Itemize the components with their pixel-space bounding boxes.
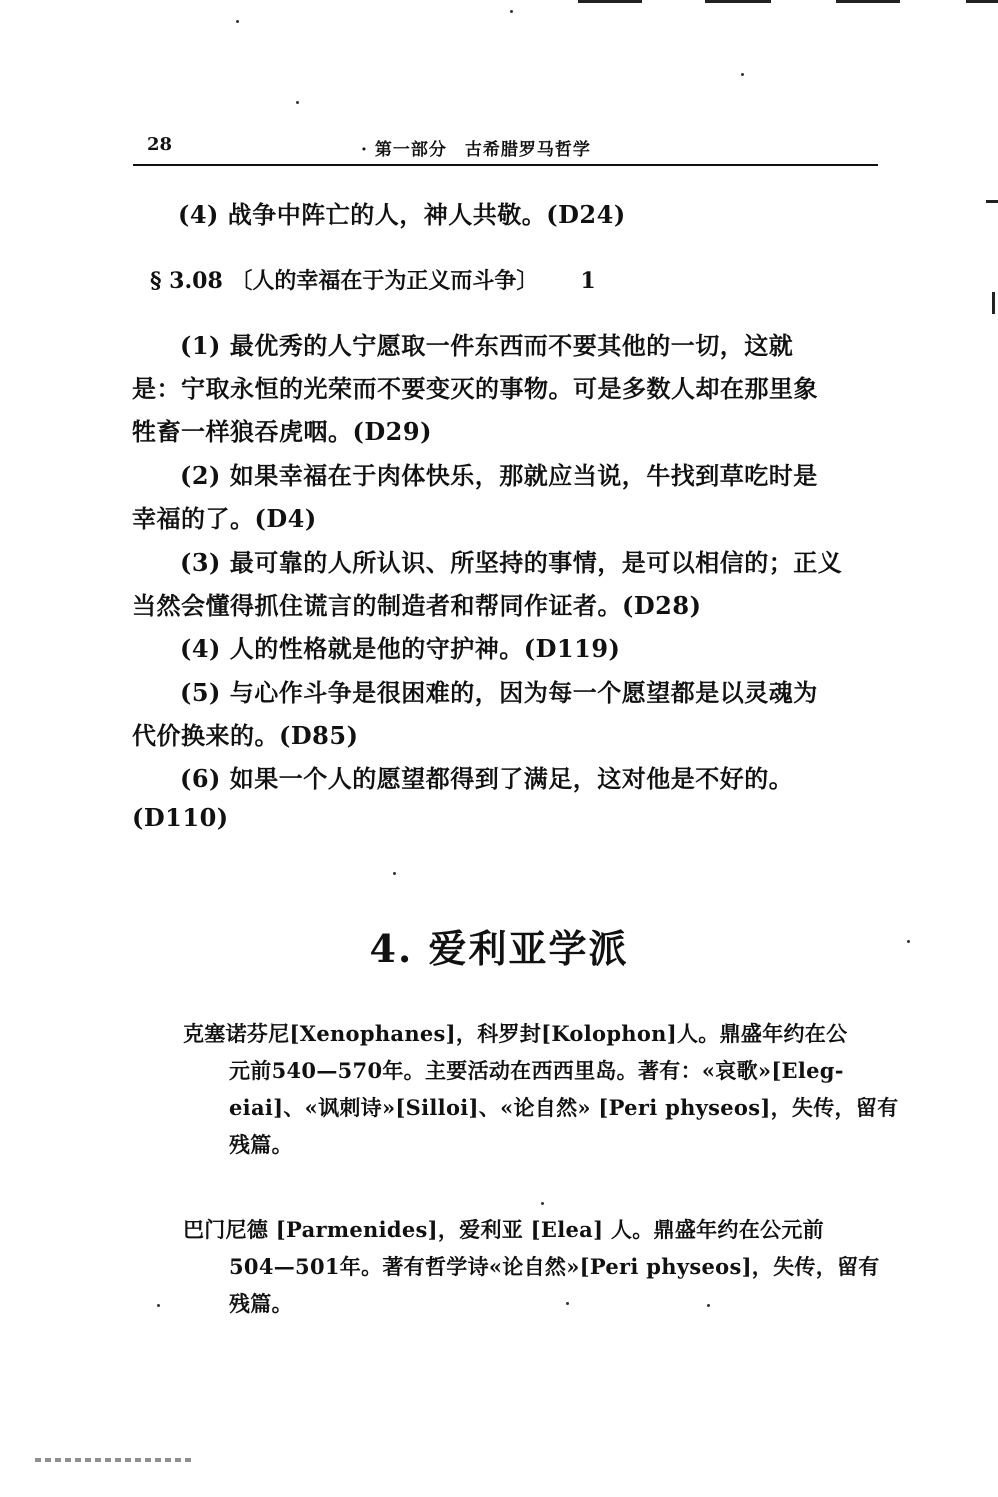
paragraph-line: (D110) xyxy=(132,803,229,832)
bio-line: eiai]、«讽刺诗»[Silloi]、«论自然» [Peri physeos]，失传，留有 xyxy=(229,1095,899,1120)
chapter-title: 4. 爱利亚学派 xyxy=(369,926,629,971)
scan-speck xyxy=(236,20,239,23)
scan-speck xyxy=(707,1304,710,1307)
paragraph-line: (4) 人的性格就是他的守护神。(D119) xyxy=(180,634,621,663)
paragraph-line: (3) 最可靠的人所认识、所坚持的事情，是可以相信的；正义 xyxy=(180,548,843,577)
bio-line: 残篇。 xyxy=(229,1132,293,1157)
paragraph-line: 幸福的了。(D4) xyxy=(132,504,317,533)
paragraph-line: 牲畜一样狼吞虎咽。(D29) xyxy=(132,417,432,446)
scan-speck xyxy=(393,872,396,875)
bio-line: 巴门尼德 [Parmenides]，爱利亚 [Elea] 人。鼎盛年约在公元前 xyxy=(183,1217,824,1242)
scan-speck xyxy=(157,1304,160,1307)
scan-speck xyxy=(510,10,513,13)
paragraph-line: (1) 最优秀的人宁愿取一件东西而不要其他的一切，这就 xyxy=(180,331,794,360)
scan-speck xyxy=(296,101,299,104)
scan-speck xyxy=(566,1302,569,1305)
paragraph-line: 代价换来的。(D85) xyxy=(132,721,359,750)
scan-speck xyxy=(541,1202,544,1205)
scan-edge-mark-right xyxy=(986,200,998,203)
paragraph-line: (2) 如果幸福在于肉体快乐，那就应当说，牛找到草吃时是 xyxy=(180,461,818,490)
scan-speck xyxy=(741,73,744,76)
bio-line: 504—501年。著有哲学诗«论自然»[Peri physeos]，失传，留有 xyxy=(229,1254,880,1279)
fragment-line: (4) 战争中阵亡的人，神人共敬。(D24) xyxy=(178,200,626,229)
paragraph-line: (6) 如果一个人的愿望都得到了满足，这对他是不好的。 xyxy=(180,764,794,793)
scan-edge-mark-right-2 xyxy=(992,292,995,314)
page-number: 28 xyxy=(147,134,173,155)
running-head: · 第一部分 古希腊罗马哲学 xyxy=(361,140,591,160)
section-title: § 3.08 〔人的幸福在于为正义而斗争〕 xyxy=(150,268,539,294)
paragraph-line: 是：宁取永恒的光荣而不要变灭的事物。可是多数人却在那里象 xyxy=(132,374,818,403)
page-header xyxy=(133,134,878,166)
scan-noise xyxy=(35,1458,195,1462)
paragraph-line: 当然会懂得抓住谎言的制造者和帮同作证者。(D28) xyxy=(132,591,702,620)
section-number: 1 xyxy=(580,268,596,294)
bio-line: 克塞诺芬尼[Xenophanes]，科罗封[Kolophon]人。鼎盛年约在公 xyxy=(183,1021,848,1046)
bio-line: 元前540—570年。主要活动在西西里岛。著有：«哀歌»[Eleg- xyxy=(229,1058,844,1083)
section-heading xyxy=(150,264,596,295)
header-rule xyxy=(133,164,878,166)
paragraph-line: (5) 与心作斗争是很困难的，因为每一个愿望都是以灵魂为 xyxy=(180,678,818,707)
bio-line: 残篇。 xyxy=(229,1291,293,1316)
